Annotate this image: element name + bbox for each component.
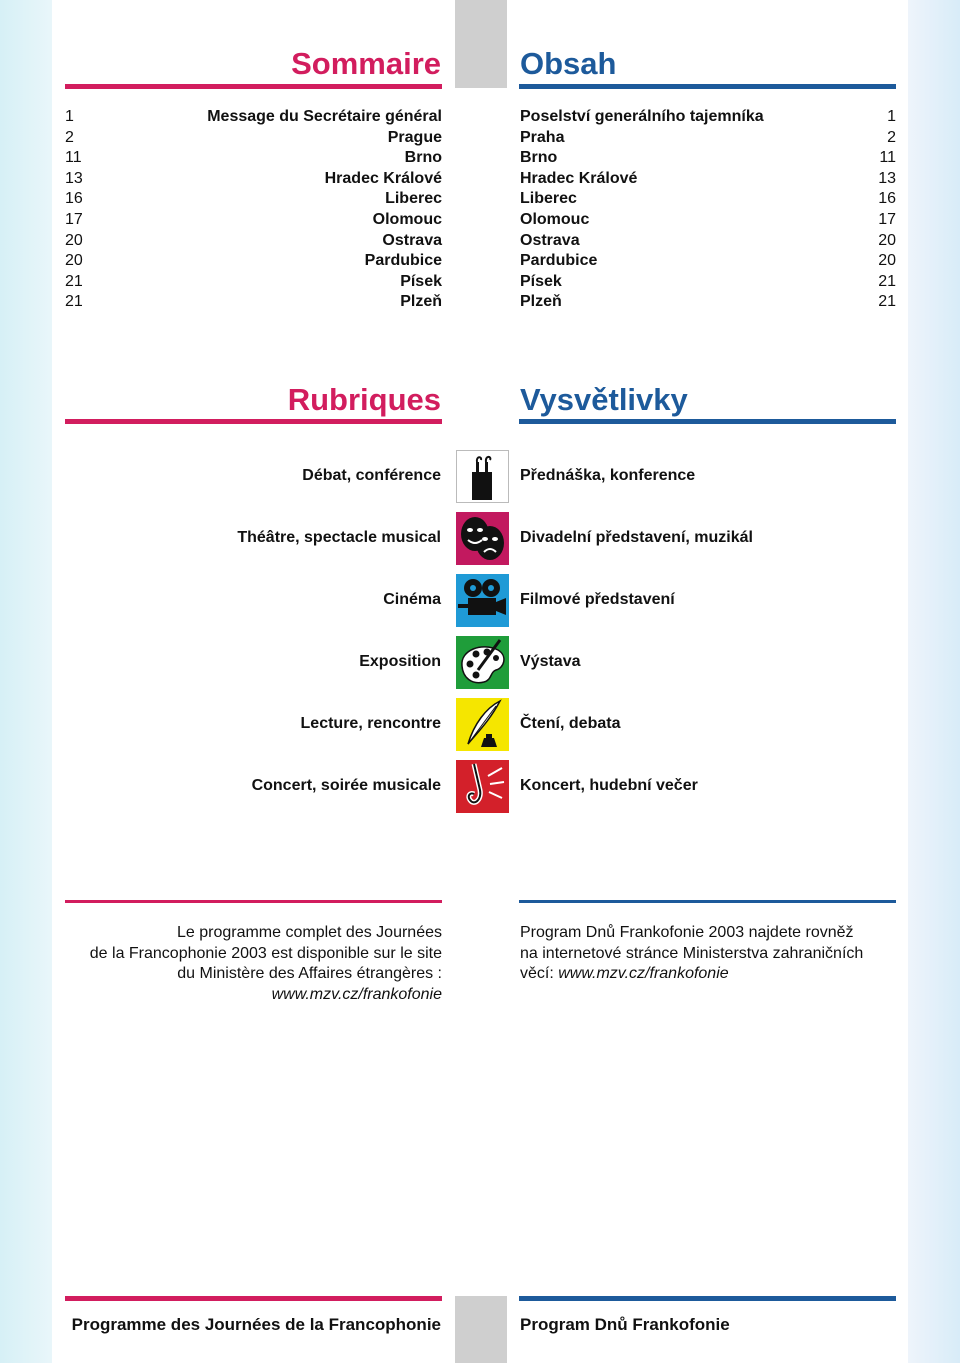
- toc-page-number: 17: [65, 211, 83, 228]
- rubriques-rule: [65, 419, 442, 424]
- toc-entry-label: Plzeň: [400, 293, 442, 311]
- toc-page-number: 21: [878, 272, 896, 290]
- toc-page-number: 1: [65, 108, 74, 125]
- legend-fr-debate: Débat, conférence: [302, 467, 441, 484]
- note-cz-line: Program Dnů Frankofonie 2003 najdete rovněž: [520, 924, 854, 941]
- sommaire-title: Sommaire: [291, 46, 441, 81]
- toc-entry-label: Liberec: [385, 190, 442, 208]
- toc-page-number: 21: [65, 272, 83, 290]
- toc-row[interactable]: [520, 272, 896, 292]
- toc-row[interactable]: [65, 251, 442, 271]
- toc-page-number: 13: [65, 169, 83, 187]
- toc-page-number: 20: [878, 231, 896, 249]
- palette-icon: [456, 636, 509, 689]
- toc-row[interactable]: [520, 292, 896, 312]
- microphone-icon: [456, 450, 509, 503]
- toc-entry-label: Olomouc: [520, 211, 590, 228]
- footer-rule-cz: [519, 1296, 896, 1301]
- theatre-masks-icon: [456, 512, 509, 565]
- toc-page-number: 21: [878, 293, 896, 311]
- toc-page-number: 17: [878, 211, 896, 228]
- sommaire-rule: [65, 84, 442, 89]
- toc-row[interactable]: [65, 148, 442, 168]
- legend-cz-debate: Přednáška, konference: [520, 467, 696, 484]
- toc-page-number: 20: [65, 231, 83, 249]
- toc-page-number: 20: [878, 252, 896, 270]
- toc-row[interactable]: [520, 107, 896, 127]
- note-fr-line: Le programme complet des Journées: [176, 924, 442, 941]
- legend-cz-lecture: Čtení, debata: [520, 715, 621, 732]
- note-rule-fr: [65, 900, 442, 903]
- toc-row[interactable]: [520, 148, 896, 168]
- toc-entry-label: Brno: [520, 149, 558, 167]
- toc-entry-label: Liberec: [520, 190, 577, 208]
- note-cz-url[interactable]: www.mzv.cz/frankofonie: [558, 965, 729, 983]
- toc-entry-label: Pardubice: [520, 252, 598, 270]
- legend-fr-concert: Concert, soirée musicale: [251, 777, 441, 794]
- film-camera-icon: [456, 574, 509, 627]
- vysvetlivky-title: Vysvětlivky: [520, 382, 688, 417]
- toc-row[interactable]: [65, 272, 442, 292]
- toc-row[interactable]: [65, 292, 442, 312]
- footer-fr: Programme des Journées de la Francophonie: [71, 1315, 441, 1334]
- toc-page-number: 2: [887, 128, 896, 146]
- toc-row[interactable]: [65, 169, 442, 189]
- obsah-rule: [519, 84, 896, 89]
- toc-row[interactable]: [65, 128, 442, 148]
- toc-entry-label: Plzeň: [520, 293, 562, 311]
- toc-page-number: 13: [878, 169, 896, 187]
- toc-row[interactable]: [520, 210, 896, 230]
- quill-icon: [456, 698, 509, 751]
- toc-row[interactable]: [520, 231, 896, 251]
- legend-fr-theatre: Théâtre, spectacle musical: [237, 529, 441, 546]
- toc-row[interactable]: [65, 107, 442, 127]
- saxophone-icon: [456, 760, 509, 813]
- toc-entry-label: Ostrava: [382, 231, 442, 249]
- toc-row[interactable]: [520, 169, 896, 189]
- toc-page-number: 2: [65, 128, 74, 146]
- legend-cz-cinema: Filmové představení: [520, 591, 675, 608]
- note-cz-line: na internetové stránce Ministerstva zahraničních: [520, 944, 864, 962]
- note-rule-cz: [519, 900, 896, 903]
- toc-row[interactable]: [65, 189, 442, 209]
- note-fr: [65, 923, 442, 1006]
- legend-fr-lecture: Lecture, rencontre: [300, 715, 441, 732]
- toc-entry-label: Ostrava: [520, 231, 580, 249]
- legend-cz-exposition: Výstava: [520, 653, 581, 670]
- note-cz: [520, 923, 896, 985]
- toc-page-number: 11: [879, 149, 896, 167]
- obsah-title: Obsah: [520, 46, 617, 81]
- legend-fr-exposition: Exposition: [359, 653, 441, 670]
- note-fr-url[interactable]: www.mzv.cz/frankofonie: [271, 986, 442, 1004]
- legend-cz-concert: Koncert, hudební večer: [520, 777, 698, 794]
- toc-entry-label: Hradec Králové: [324, 169, 442, 187]
- toc-page-number: 1: [887, 108, 896, 125]
- toc-row[interactable]: [65, 210, 442, 230]
- toc-entry-label: Praha: [520, 128, 565, 146]
- toc-entry-label: Písek: [520, 272, 562, 290]
- vysvetlivky-rule: [519, 419, 896, 424]
- toc-page-number: 16: [65, 190, 83, 208]
- center-gutter-top: [455, 0, 507, 88]
- center-gutter-bottom: [455, 1296, 507, 1363]
- note-fr-line: du Ministère des Affaires étrangères :: [177, 965, 442, 983]
- note-fr-line: de la Francophonie 2003 est disponible sur le site: [89, 944, 442, 962]
- footer-rule-fr: [65, 1296, 442, 1301]
- toc-row[interactable]: [520, 251, 896, 271]
- rubriques-title: Rubriques: [287, 382, 441, 417]
- note-cz-line: věcí:: [520, 965, 559, 983]
- toc-entry-label: Pardubice: [364, 252, 442, 270]
- toc-row[interactable]: [520, 128, 896, 148]
- toc-entry-label: Písek: [400, 272, 442, 290]
- toc-entry-label: Olomouc: [372, 211, 442, 228]
- toc-entry-label: Poselství generálního tajemníka: [520, 108, 764, 125]
- toc-page-number: 20: [65, 252, 83, 270]
- toc-row[interactable]: [65, 231, 442, 251]
- toc-page-number: 16: [878, 190, 896, 208]
- toc-page-number: 11: [65, 149, 82, 167]
- toc-entry-label: Prague: [387, 128, 442, 146]
- legend-cz-theatre: Divadelní představení, muzikál: [520, 529, 753, 546]
- footer-cz: Program Dnů Frankofonie: [520, 1315, 730, 1334]
- toc-entry-label: Hradec Králové: [520, 169, 638, 187]
- legend-fr-cinema: Cinéma: [383, 591, 441, 608]
- toc-entry-label: Message du Secrétaire général: [207, 108, 442, 125]
- toc-row[interactable]: [520, 189, 896, 209]
- toc-page-number: 21: [65, 293, 83, 311]
- toc-entry-label: Brno: [404, 149, 442, 167]
